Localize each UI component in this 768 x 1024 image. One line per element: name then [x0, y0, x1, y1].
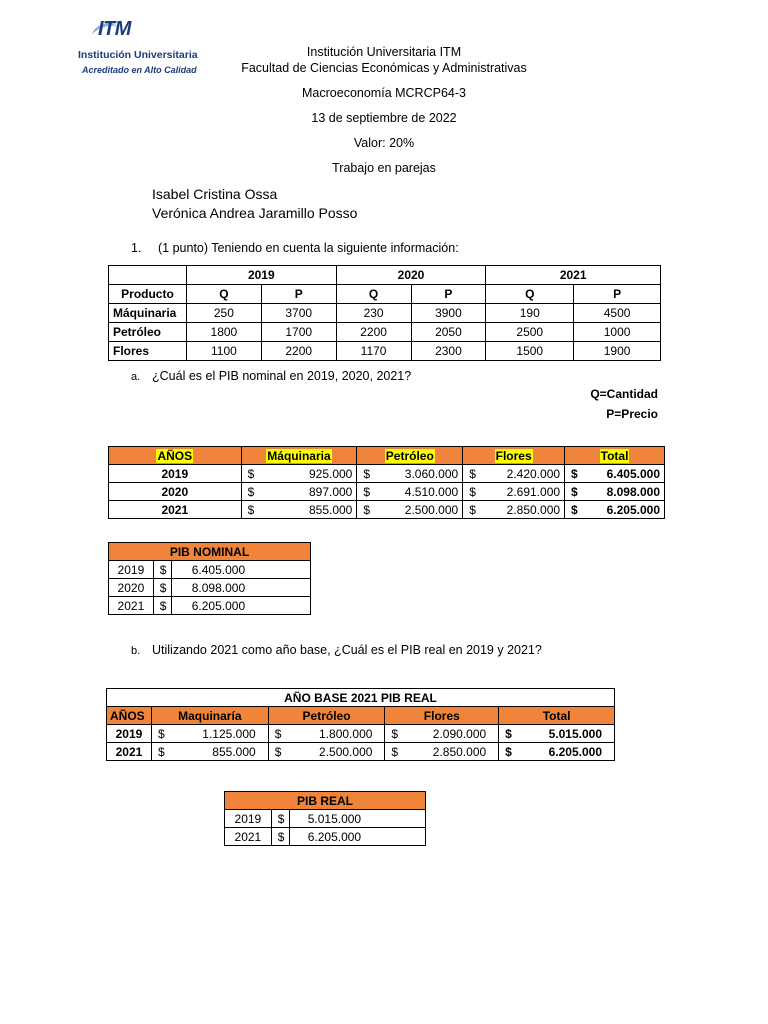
- question-text: Utilizando 2021 como año base, ¿Cuál es el PIB real en 2019 y 2021?: [152, 643, 542, 657]
- q-header: Q: [336, 285, 411, 304]
- logo-line1: Institución Universitaria: [78, 49, 198, 61]
- currency-symbol: $: [151, 725, 167, 743]
- column-header: Petróleo: [268, 707, 385, 725]
- table-row: [225, 828, 426, 846]
- value-cell: 897.000: [259, 483, 357, 501]
- work-type: Trabajo en parejas: [332, 161, 436, 175]
- value-cell: 1.125.000: [167, 725, 268, 743]
- value-cell: 3.060.000: [375, 465, 463, 483]
- currency-symbol: $: [385, 725, 401, 743]
- year-header: 2019: [186, 266, 336, 285]
- question-label: b.: [131, 645, 141, 657]
- value-cell: 1.800.000: [284, 725, 385, 743]
- table-header-row: [109, 447, 665, 465]
- currency-symbol: $: [153, 561, 171, 579]
- value-cell: 2.500.000: [284, 743, 385, 761]
- total-cell: 6.405.000: [579, 465, 665, 483]
- pib-real-table: [224, 791, 426, 846]
- table-row: [107, 743, 615, 761]
- table-row: [109, 561, 311, 579]
- question-number: 1.: [131, 241, 142, 255]
- product-name: Petróleo: [109, 323, 187, 342]
- currency-symbol: $: [271, 810, 289, 828]
- date: 13 de septiembre de 2022: [311, 111, 457, 125]
- cell: 2200: [261, 342, 336, 361]
- table-row: [109, 579, 311, 597]
- year-cell: 2020: [109, 579, 154, 597]
- total-cell: 8.098.000: [579, 483, 665, 501]
- cell: 1000: [574, 323, 661, 342]
- table-header-row: [107, 707, 615, 725]
- empty-cell: [109, 266, 187, 285]
- table-row: [109, 597, 311, 615]
- value-cell: 4.510.000: [375, 483, 463, 501]
- value-cell: 2.420.000: [481, 465, 565, 483]
- value-cell: 2.500.000: [375, 501, 463, 519]
- currency-symbol: $: [241, 483, 259, 501]
- value: Valor: 20%: [353, 136, 415, 150]
- value-cell: 6.405.000: [171, 561, 310, 579]
- table-header-row: [225, 792, 426, 810]
- currency-symbol: $: [499, 743, 515, 761]
- cell: 1170: [336, 342, 411, 361]
- table-row: [109, 465, 665, 483]
- input-table: [108, 265, 661, 361]
- table-title-row: [107, 689, 615, 707]
- year-cell: 2020: [109, 483, 242, 501]
- year-cell: 2021: [225, 828, 272, 846]
- value-cell: 855.000: [167, 743, 268, 761]
- table-row: [225, 810, 426, 828]
- year-cell: 2019: [109, 561, 154, 579]
- cell: 2050: [411, 323, 486, 342]
- value-cell: 6.205.000: [289, 828, 425, 846]
- logo-line2: Acreditado en Alto Calidad: [82, 65, 197, 75]
- faculty-name: Facultad de Ciencias Económicas y Administrativas: [241, 61, 527, 75]
- column-header: Total: [499, 707, 615, 725]
- value-cell: 855.000: [259, 501, 357, 519]
- product-name: Flores: [109, 342, 187, 361]
- table-row: [109, 483, 665, 501]
- cell: 1900: [574, 342, 661, 361]
- column-header: Flores: [385, 707, 499, 725]
- table-title: AÑO BASE 2021 PIB REAL: [107, 689, 615, 707]
- column-header: AÑOS: [107, 707, 152, 725]
- value-cell: 2.850.000: [401, 743, 499, 761]
- product-name: Máquinaria: [109, 304, 187, 323]
- legend-q: Q=Cantidad: [590, 387, 658, 401]
- course-name: Macroeconomía MCRCP64-3: [302, 86, 466, 100]
- table-row: [109, 285, 661, 304]
- table-row: [109, 501, 665, 519]
- value-cell: 2.691.000: [481, 483, 565, 501]
- cell: 2500: [486, 323, 574, 342]
- value-cell: 2.090.000: [401, 725, 499, 743]
- column-header: Máquinaria: [241, 447, 357, 465]
- currency-symbol: $: [565, 483, 579, 501]
- cell: 1100: [186, 342, 261, 361]
- institution-name: Institución Universitaria ITM: [306, 45, 462, 59]
- column-header: Petróleo: [357, 447, 463, 465]
- cell: 3700: [261, 304, 336, 323]
- cell: 230: [336, 304, 411, 323]
- currency-symbol: $: [268, 743, 284, 761]
- student-name: Isabel Cristina Ossa: [152, 186, 278, 202]
- cell: 4500: [574, 304, 661, 323]
- currency-symbol: $: [357, 483, 375, 501]
- table-row: [109, 266, 661, 285]
- cell: 1700: [261, 323, 336, 342]
- currency-symbol: $: [463, 501, 481, 519]
- currency-symbol: $: [271, 828, 289, 846]
- column-header: Flores: [463, 447, 565, 465]
- real-pib-table: [106, 688, 615, 761]
- question-text: (1 punto) Teniendo en cuenta la siguiente información:: [158, 241, 459, 255]
- currency-symbol: $: [463, 465, 481, 483]
- cell: 2300: [411, 342, 486, 361]
- currency-symbol: $: [268, 725, 284, 743]
- total-cell: 6.205.000: [579, 501, 665, 519]
- value-cell: 2.850.000: [481, 501, 565, 519]
- total-cell: 6.205.000: [515, 743, 615, 761]
- value-cell: 6.205.000: [171, 597, 310, 615]
- year-header: 2020: [336, 266, 486, 285]
- year-header: 2021: [486, 266, 661, 285]
- currency-symbol: $: [357, 501, 375, 519]
- value-cell: 8.098.000: [171, 579, 310, 597]
- year-cell: 2021: [109, 501, 242, 519]
- currency-symbol: $: [385, 743, 401, 761]
- table-row: [107, 725, 615, 743]
- table-row: [109, 304, 661, 323]
- table-row: [109, 323, 661, 342]
- question-text: ¿Cuál es el PIB nominal en 2019, 2020, 2021?: [152, 369, 412, 383]
- product-header: Producto: [109, 285, 187, 304]
- year-cell: 2019: [107, 725, 152, 743]
- student-name: Verónica Andrea Jaramillo Posso: [152, 205, 358, 221]
- cell: 3900: [411, 304, 486, 323]
- q-header: Q: [186, 285, 261, 304]
- column-header: AÑOS: [109, 447, 242, 465]
- nominal-table: [108, 446, 665, 519]
- currency-symbol: $: [463, 483, 481, 501]
- currency-symbol: $: [565, 501, 579, 519]
- cell: 250: [186, 304, 261, 323]
- currency-symbol: $: [241, 465, 259, 483]
- total-cell: 5.015.000: [515, 725, 615, 743]
- table-title: PIB REAL: [225, 792, 426, 810]
- p-header: P: [261, 285, 336, 304]
- year-cell: 2021: [107, 743, 152, 761]
- currency-symbol: $: [565, 465, 579, 483]
- table-title: PIB NOMINAL: [109, 543, 311, 561]
- p-header: P: [411, 285, 486, 304]
- cell: 190: [486, 304, 574, 323]
- currency-symbol: $: [241, 501, 259, 519]
- year-cell: 2021: [109, 597, 154, 615]
- currency-symbol: $: [499, 725, 515, 743]
- currency-symbol: $: [357, 465, 375, 483]
- currency-symbol: $: [153, 579, 171, 597]
- cell: 2200: [336, 323, 411, 342]
- cell: 1500: [486, 342, 574, 361]
- question-label: a.: [131, 371, 141, 383]
- q-header: Q: [486, 285, 574, 304]
- pib-nominal-table: [108, 542, 311, 615]
- cell: 1800: [186, 323, 261, 342]
- column-header: Maquinaría: [151, 707, 268, 725]
- table-header-row: [109, 543, 311, 561]
- legend-p: P=Precio: [606, 407, 658, 421]
- p-header: P: [574, 285, 661, 304]
- currency-symbol: $: [151, 743, 167, 761]
- year-cell: 2019: [225, 810, 272, 828]
- year-cell: 2019: [109, 465, 242, 483]
- table-row: [109, 342, 661, 361]
- logo-brand: ITM: [98, 18, 131, 40]
- column-header: Total: [565, 447, 665, 465]
- value-cell: 5.015.000: [289, 810, 425, 828]
- value-cell: 925.000: [259, 465, 357, 483]
- currency-symbol: $: [153, 597, 171, 615]
